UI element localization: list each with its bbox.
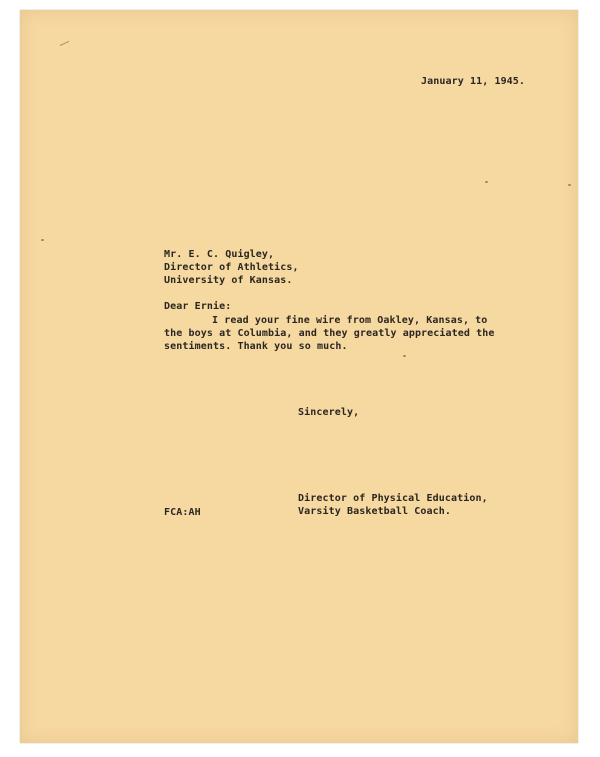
- letter-sheet: [20, 10, 578, 743]
- recipient-name: Mr. E. C. Quigley,: [164, 249, 275, 260]
- recipient-title: Director of Athletics,: [164, 262, 299, 273]
- paper-spot: [568, 184, 571, 186]
- typist-initials: FCA:AH: [164, 507, 201, 518]
- signature-title-2: Varsity Basketball Coach.: [298, 506, 452, 517]
- paper-spot: [485, 181, 488, 183]
- recipient-institution: University of Kansas.: [164, 275, 293, 286]
- letter-date: January 11, 1945.: [421, 76, 526, 87]
- body-line-1: I read your fine wire from Oakley, Kansas, to: [212, 315, 488, 326]
- paper-mark: [60, 41, 69, 46]
- body-line-3: sentiments. Thank you so much.: [164, 341, 348, 352]
- paper-spot: [41, 239, 44, 241]
- paper-spot: [403, 355, 406, 357]
- closing: Sincerely,: [298, 407, 360, 418]
- salutation: Dear Ernie:: [164, 301, 232, 312]
- body-line-2: the boys at Columbia, and they greatly appreciated the: [164, 328, 495, 339]
- signature-title-1: Director of Physical Education,: [298, 493, 488, 504]
